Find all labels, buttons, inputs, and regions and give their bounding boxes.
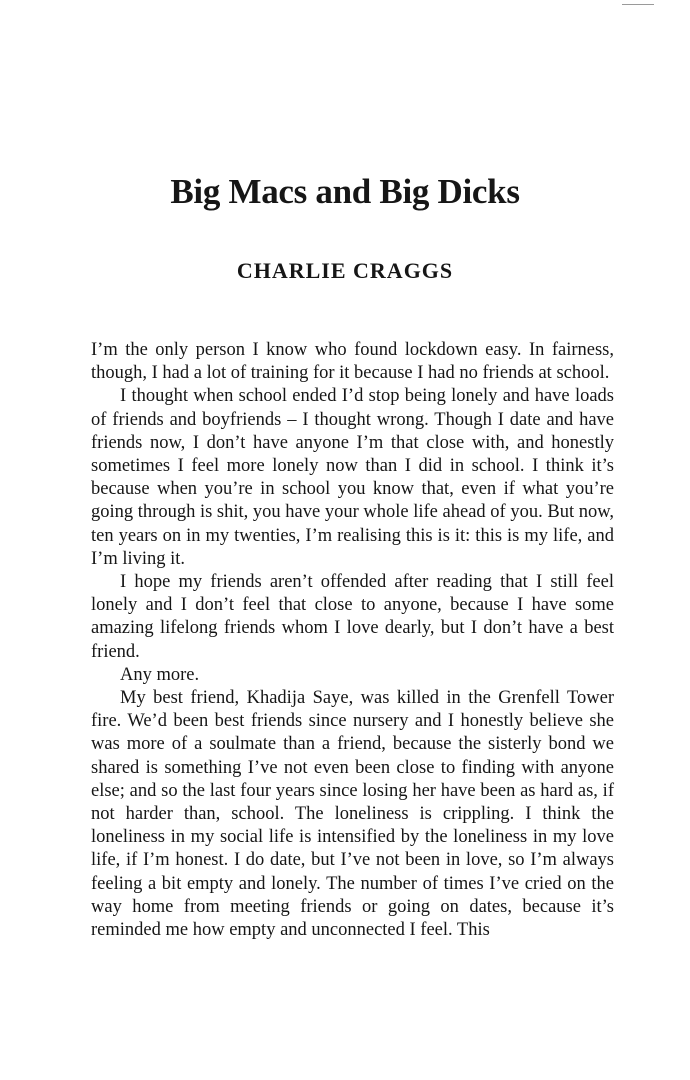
chapter-author: CHARLIE CRAGGS <box>236 258 454 283</box>
chapter-body <box>91 339 614 942</box>
paragraph-2: I thought when school ended I’d stop being lonely and have loads of friends and boyfriends – I thought wrong. Though I date and have friends now, I don’t have anyone I’m that close with, and honestly sometimes I feel more lonely now than I did in school. I think it’s because when you’re in school you know that, even if what you’re going through is shit, you have your whole life ahead of you. But now, ten years on in my twenties, I’m realising this is it: this is my life, and I’m living it. <box>91 386 614 569</box>
paragraph-1: I’m the only person I know who found lockdown easy. In fairness, though, I had a lot of training for it because I had no friends at school. <box>91 340 614 384</box>
paragraph-4: Any more. <box>120 664 200 685</box>
paragraph-5: My best friend, Khadija Saye, was killed in the Grenfell Tower fire. We’d been best friends since nursery and I honestly believe she was more of a soulmate than a friend, because the sisterly bond we shared is something I’ve not even been close to finding with anyone else; and so the last four years since losing her have been as hard as, if not harder than, school. The loneliness is crippling. I think the loneliness in my social life is intensified by the loneliness in my love life, if I’m honest. I do date, but I’ve not been in love, so I’m always feeling a bit empty and lonely. The number of times I’ve cried on the way home from meeting friends or going on dates, because it’s reminded me how empty and unconnected I feel. This <box>91 688 614 941</box>
chapter-title: Big Macs and Big Dicks <box>170 172 520 211</box>
paragraph-3: I hope my friends aren’t offended after reading that I still feel lonely and I don’t feel that close to anyone, because I have some amazing lifelong friends whom I love dearly, but I don’t have a best friend. <box>91 572 614 662</box>
page-edge-mark <box>622 4 654 5</box>
